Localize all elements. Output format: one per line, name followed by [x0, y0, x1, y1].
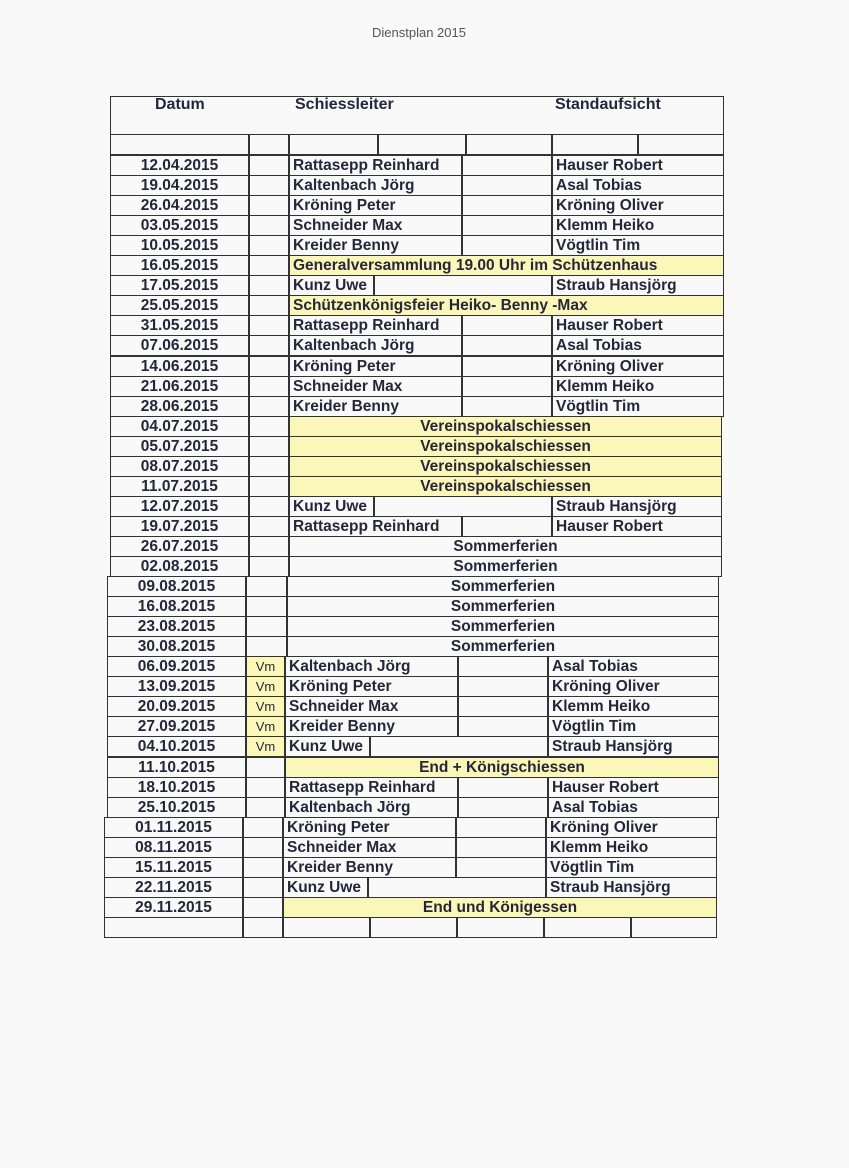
- date-cell: 12.04.2015: [110, 155, 249, 176]
- empty-cell: [462, 335, 552, 356]
- vm-cell: [243, 877, 283, 898]
- date-cell: 16.08.2015: [107, 596, 246, 617]
- standaufsicht-cell: Asal Tobias: [552, 335, 724, 356]
- holiday-cell: Sommerferien: [289, 556, 722, 577]
- schiessleiter-cell: Rattasepp Reinhard: [289, 155, 462, 176]
- subheader-cell: [378, 134, 466, 155]
- standaufsicht-cell: Asal Tobias: [552, 175, 724, 196]
- vm-cell: [249, 255, 289, 276]
- page-title: Dienstplan 2015: [372, 25, 466, 40]
- schiessleiter-cell: Rattasepp Reinhard: [289, 516, 462, 537]
- date-cell: 15.11.2015: [104, 857, 243, 878]
- standaufsicht-cell: Klemm Heiko: [552, 215, 724, 236]
- date-cell: 30.08.2015: [107, 636, 246, 657]
- date-cell: 25.05.2015: [110, 295, 249, 316]
- empty-cell: [370, 736, 548, 757]
- vm-cell: [249, 195, 289, 216]
- date-cell: 20.09.2015: [107, 696, 246, 717]
- subheader-cell: [289, 134, 378, 155]
- vm-cell: Vm: [246, 736, 285, 757]
- date-cell: 14.06.2015: [110, 356, 249, 377]
- empty-cell: [374, 275, 552, 296]
- schiessleiter-cell: Kreider Benny: [289, 235, 462, 256]
- schiessleiter-cell: Kröning Peter: [283, 817, 456, 838]
- standaufsicht-cell: Straub Hansjörg: [548, 736, 719, 757]
- standaufsicht-cell: Vögtlin Tim: [548, 716, 719, 737]
- date-cell: 08.07.2015: [110, 456, 249, 477]
- date-cell: 13.09.2015: [107, 676, 246, 697]
- subheader-cell: [249, 134, 289, 155]
- standaufsicht-cell: Klemm Heiko: [552, 376, 724, 397]
- date-cell: 29.11.2015: [104, 897, 243, 918]
- subheader-cell: [552, 134, 638, 155]
- holiday-cell: Sommerferien: [289, 536, 722, 557]
- empty-cell: [458, 797, 548, 818]
- schiessleiter-cell: Kaltenbach Jörg: [285, 656, 458, 677]
- date-cell: 05.07.2015: [110, 436, 249, 457]
- empty-cell: [458, 696, 548, 717]
- schiessleiter-cell: Schneider Max: [289, 215, 462, 236]
- standaufsicht-cell: Kröning Oliver: [548, 676, 719, 697]
- standaufsicht-cell: Vögtlin Tim: [552, 396, 724, 417]
- schiessleiter-cell: Kunz Uwe: [285, 736, 370, 757]
- empty-cell: [457, 917, 544, 938]
- date-cell: 02.08.2015: [110, 556, 249, 577]
- date-cell: 11.10.2015: [107, 757, 246, 778]
- empty-cell: [462, 235, 552, 256]
- schiessleiter-cell: Kreider Benny: [283, 857, 456, 878]
- standaufsicht-cell: Vögtlin Tim: [546, 857, 717, 878]
- date-cell: 27.09.2015: [107, 716, 246, 737]
- vm-cell: [249, 155, 289, 176]
- vm-cell: Vm: [246, 656, 285, 677]
- standaufsicht-cell: Kröning Oliver: [552, 356, 724, 377]
- standaufsicht-cell: Straub Hansjörg: [546, 877, 717, 898]
- vm-cell: [249, 175, 289, 196]
- holiday-cell: Sommerferien: [287, 596, 719, 617]
- header-schiessleiter: Schiessleiter: [295, 96, 394, 113]
- standaufsicht-cell: Hauser Robert: [548, 777, 719, 798]
- empty-cell: [456, 837, 546, 858]
- vm-cell: [249, 356, 289, 377]
- vm-cell: [246, 757, 285, 778]
- date-cell: 19.07.2015: [110, 516, 249, 537]
- subheader-cell: [638, 134, 724, 155]
- standaufsicht-cell: Hauser Robert: [552, 315, 724, 336]
- empty-cell: [458, 777, 548, 798]
- date-cell: 03.05.2015: [110, 215, 249, 236]
- date-cell: 10.05.2015: [110, 235, 249, 256]
- empty-cell: [458, 716, 548, 737]
- vm-cell: [243, 857, 283, 878]
- empty-cell: [462, 396, 552, 417]
- empty-cell: [631, 917, 717, 938]
- date-cell: 12.07.2015: [110, 496, 249, 517]
- empty-cell: [368, 877, 546, 898]
- empty-cell: [462, 215, 552, 236]
- empty-cell: [462, 195, 552, 216]
- event-cell: End + Königschiessen: [285, 757, 719, 778]
- vm-cell: [246, 636, 287, 657]
- empty-cell: [462, 376, 552, 397]
- schiessleiter-cell: Kröning Peter: [289, 195, 462, 216]
- schiessleiter-cell: Kröning Peter: [289, 356, 462, 377]
- subheader-cell: [110, 134, 249, 155]
- vm-cell: [249, 295, 289, 316]
- date-cell: 28.06.2015: [110, 396, 249, 417]
- schiessleiter-cell: Kröning Peter: [285, 676, 458, 697]
- vm-cell: [249, 436, 289, 457]
- date-cell: 19.04.2015: [110, 175, 249, 196]
- vm-cell: Vm: [246, 696, 285, 717]
- standaufsicht-cell: Kröning Oliver: [546, 817, 717, 838]
- event-cell: Schützenkönigsfeier Heiko- Benny -Max: [289, 295, 724, 316]
- empty-cell: [462, 356, 552, 377]
- date-cell: 23.08.2015: [107, 616, 246, 637]
- standaufsicht-cell: Straub Hansjörg: [552, 275, 724, 296]
- vm-cell: [249, 396, 289, 417]
- standaufsicht-cell: Asal Tobias: [548, 797, 719, 818]
- date-cell: 26.04.2015: [110, 195, 249, 216]
- empty-cell: [462, 175, 552, 196]
- event-cell: Generalversammlung 19.00 Uhr im Schützenhaus: [289, 255, 724, 276]
- date-cell: 06.09.2015: [107, 656, 246, 677]
- subheader-cell: [466, 134, 552, 155]
- date-cell: 08.11.2015: [104, 837, 243, 858]
- date-cell: 04.10.2015: [107, 736, 246, 757]
- empty-cell: [370, 917, 457, 938]
- header-standaufsicht: Standaufsicht: [555, 96, 661, 113]
- schiessleiter-cell: Kaltenbach Jörg: [289, 175, 462, 196]
- vm-cell: [246, 616, 287, 637]
- date-cell: 26.07.2015: [110, 536, 249, 557]
- empty-cell: [456, 817, 546, 838]
- empty-cell: [458, 676, 548, 697]
- schiessleiter-cell: Rattasepp Reinhard: [285, 777, 458, 798]
- vm-cell: [249, 456, 289, 477]
- event-cell: Vereinspokalschiessen: [289, 416, 722, 437]
- vm-cell: [246, 596, 287, 617]
- vm-cell: [249, 416, 289, 437]
- header-datum: Datum: [155, 96, 205, 113]
- date-cell: 09.08.2015: [107, 576, 246, 597]
- vm-cell: [246, 576, 287, 597]
- vm-cell: Vm: [246, 716, 285, 737]
- empty-cell: [462, 155, 552, 176]
- schiessleiter-cell: Kreider Benny: [289, 396, 462, 417]
- vm-cell: [243, 897, 283, 918]
- date-cell: 25.10.2015: [107, 797, 246, 818]
- empty-cell: [462, 315, 552, 336]
- empty-cell: [462, 516, 552, 537]
- vm-cell: [249, 315, 289, 336]
- event-cell: Vereinspokalschiessen: [289, 476, 722, 497]
- standaufsicht-cell: Asal Tobias: [548, 656, 719, 677]
- schiessleiter-cell: Kaltenbach Jörg: [285, 797, 458, 818]
- standaufsicht-cell: Vögtlin Tim: [552, 235, 724, 256]
- event-cell: End und Königessen: [283, 897, 717, 918]
- date-cell: 22.11.2015: [104, 877, 243, 898]
- event-cell: Vereinspokalschiessen: [289, 456, 722, 477]
- schiessleiter-cell: Schneider Max: [283, 837, 456, 858]
- date-cell: 17.05.2015: [110, 275, 249, 296]
- date-cell: 04.07.2015: [110, 416, 249, 437]
- schiessleiter-cell: Schneider Max: [289, 376, 462, 397]
- schiessleiter-cell: Kreider Benny: [285, 716, 458, 737]
- vm-cell: [243, 817, 283, 838]
- schiessleiter-cell: Kunz Uwe: [289, 275, 374, 296]
- vm-cell: [249, 275, 289, 296]
- date-cell: [104, 917, 243, 938]
- empty-cell: [458, 656, 548, 677]
- empty-cell: [374, 496, 552, 517]
- vm-cell: [249, 536, 289, 557]
- holiday-cell: Sommerferien: [287, 636, 719, 657]
- standaufsicht-cell: Straub Hansjörg: [552, 496, 722, 517]
- date-cell: 21.06.2015: [110, 376, 249, 397]
- date-cell: 11.07.2015: [110, 476, 249, 497]
- holiday-cell: Sommerferien: [287, 576, 719, 597]
- schiessleiter-cell: Kaltenbach Jörg: [289, 335, 462, 356]
- vm-cell: [243, 917, 283, 938]
- vm-cell: [249, 215, 289, 236]
- vm-cell: [246, 777, 285, 798]
- empty-cell: [283, 917, 370, 938]
- vm-cell: [246, 797, 285, 818]
- standaufsicht-cell: Klemm Heiko: [548, 696, 719, 717]
- vm-cell: [243, 837, 283, 858]
- empty-cell: [456, 857, 546, 878]
- date-cell: 16.05.2015: [110, 255, 249, 276]
- date-cell: 01.11.2015: [104, 817, 243, 838]
- event-cell: Vereinspokalschiessen: [289, 436, 722, 457]
- standaufsicht-cell: Hauser Robert: [552, 155, 724, 176]
- holiday-cell: Sommerferien: [287, 616, 719, 637]
- vm-cell: [249, 235, 289, 256]
- schiessleiter-cell: Kunz Uwe: [283, 877, 368, 898]
- vm-cell: [249, 556, 289, 577]
- date-cell: 18.10.2015: [107, 777, 246, 798]
- schiessleiter-cell: Kunz Uwe: [289, 496, 374, 517]
- vm-cell: [249, 376, 289, 397]
- vm-cell: Vm: [246, 676, 285, 697]
- standaufsicht-cell: Kröning Oliver: [552, 195, 724, 216]
- date-cell: 31.05.2015: [110, 315, 249, 336]
- standaufsicht-cell: Hauser Robert: [552, 516, 722, 537]
- vm-cell: [249, 476, 289, 497]
- schiessleiter-cell: Rattasepp Reinhard: [289, 315, 462, 336]
- schiessleiter-cell: Schneider Max: [285, 696, 458, 717]
- vm-cell: [249, 496, 289, 517]
- empty-cell: [544, 917, 631, 938]
- date-cell: 07.06.2015: [110, 335, 249, 356]
- vm-cell: [249, 516, 289, 537]
- standaufsicht-cell: Klemm Heiko: [546, 837, 717, 858]
- vm-cell: [249, 335, 289, 356]
